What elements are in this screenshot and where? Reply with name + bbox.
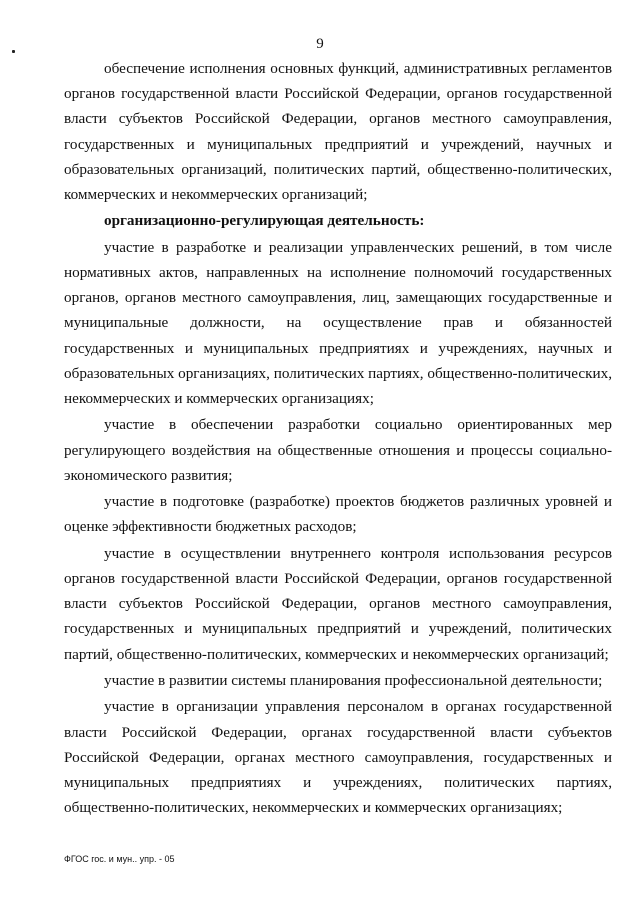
paragraph-personnel: участие в организации управления персоналом в органах государственной власти Российской Федерации, органах государственной власти субъектов Российской Федерации, органах местного самоуправления, государственных и муниципальных предприятиях и учреждениях, политических партиях, общественно-политических, некоммерческих и коммерческих организациях; bbox=[64, 698, 612, 817]
paragraph-planning: участие в развитии системы планирования профессиональной деятельности; bbox=[104, 672, 603, 689]
paragraph-decisions: участие в разработке и реализации управленческих решений, в том числе нормативных актов, направленных на исполнение полномочий государственных органов, органов местного самоуправления, лиц, замещающих государственные и муниципальные должности, на осуществление прав и обязанностей государственных и муниципальных предприятиях и учреждениях, научных и образовательных организациях, политических партиях, общественно-политических, некоммерческих и коммерческих организациях; bbox=[64, 238, 612, 408]
paragraph-internal-control: участие в осуществлении внутреннего контроля использования ресурсов органов государственной власти Российской Федерации, органов государственной власти субъектов Российской Федерации, органов местного самоуправления, государственных и муниципальных предприятий и учреждений, политических партий, общественно-политических, коммерческих и некоммерческих организаций; bbox=[64, 544, 612, 663]
section-heading: организационно-регулирующая деятельность: bbox=[104, 212, 425, 230]
paragraph-regulation: участие в обеспечении разработки социально ориентированных мер регулирующего воздействия на общественные отношения и процессы социально-экономического развития; bbox=[64, 416, 612, 484]
page-number: 9 bbox=[316, 36, 324, 52]
paragraph-budgets: участие в подготовке (разработке) проектов бюджетов различных уровней и оценке эффективности бюджетных расходов; bbox=[64, 493, 612, 536]
paragraph-functions: обеспечение исполнения основных функций, административных регламентов органов государственной власти Российской Федерации, органов государственной власти субъектов Российской Федерации, органов местного самоуправления, государственных и муниципальных предприятий и учреждений, научных и образовательных организаций, политических партий, общественно-политических, коммерческих и некоммерческих организаций; bbox=[64, 60, 612, 204]
footer-code: ФГОС гос. и мун.. упр. - 05 bbox=[64, 854, 175, 864]
document-body bbox=[64, 56, 612, 822]
